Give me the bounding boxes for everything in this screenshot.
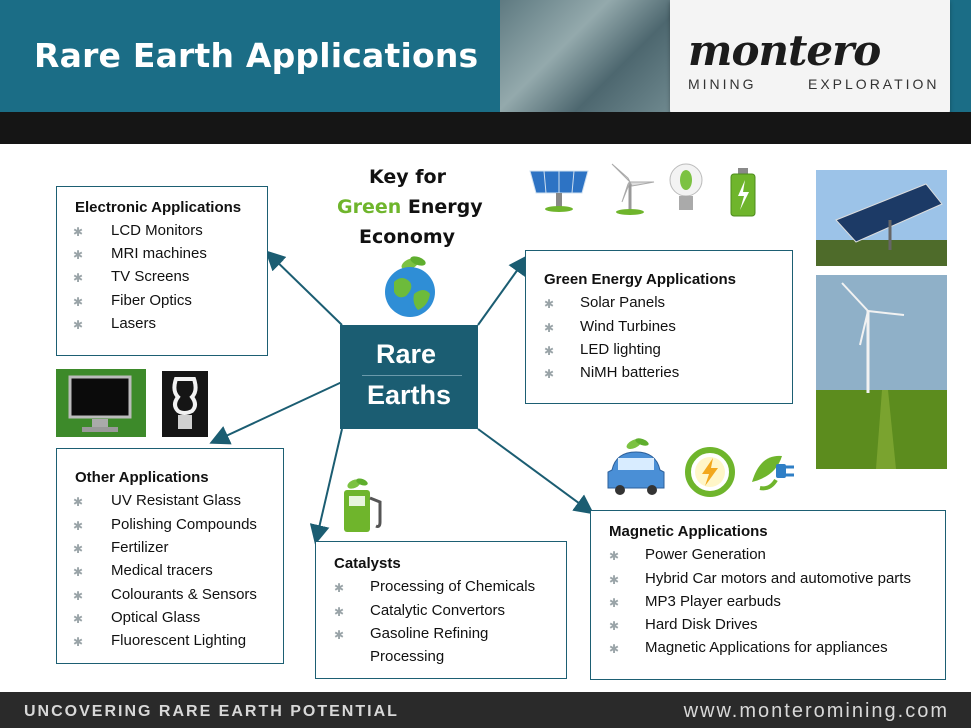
electronic-applications-box bbox=[56, 186, 268, 356]
bullet-icon: ✱ bbox=[334, 628, 345, 642]
bullet-icon: ✱ bbox=[73, 295, 84, 309]
bullet-icon: ✱ bbox=[544, 344, 555, 358]
eco-lightbulb-icon bbox=[666, 160, 706, 220]
hub-label-earths: Earths bbox=[367, 380, 452, 410]
bullet-icon: ✱ bbox=[609, 573, 620, 587]
other-item: Optical Glass bbox=[111, 609, 201, 626]
hub-label-rare: Rare bbox=[376, 339, 437, 369]
bullet-icon: ✱ bbox=[73, 225, 84, 239]
bullet-icon: ✱ bbox=[334, 605, 345, 619]
green-energy-item: NiMH batteries bbox=[580, 364, 680, 381]
solar-array-photo bbox=[816, 170, 947, 266]
key-title-line2 bbox=[337, 196, 483, 218]
bullet-icon: ✱ bbox=[73, 248, 84, 262]
bullet-icon: ✱ bbox=[334, 581, 345, 595]
catalysts-box bbox=[315, 541, 567, 679]
fluorescent-bulb-image bbox=[162, 371, 208, 437]
electronic-item: TV Screens bbox=[111, 268, 190, 285]
catalysts-title: Catalysts bbox=[334, 555, 401, 572]
solar-panel-icon bbox=[524, 165, 594, 215]
catalysts-item: Catalytic Convertors bbox=[370, 602, 506, 619]
bullet-icon: ✱ bbox=[609, 642, 620, 656]
bullet-icon: ✱ bbox=[73, 589, 84, 603]
bullet-icon: ✱ bbox=[73, 318, 84, 332]
catalysts-item-continued: Processing bbox=[370, 648, 445, 665]
globe-sprout-icon bbox=[380, 252, 440, 320]
arrow-to-green-energy bbox=[478, 258, 526, 325]
magnetic-item: Magnetic Applications for appliances bbox=[645, 639, 888, 656]
electronic-item: Fiber Optics bbox=[111, 292, 192, 309]
other-item: Polishing Compounds bbox=[111, 516, 257, 533]
eco-car-icon bbox=[604, 436, 668, 498]
logo-wordmark: montero bbox=[688, 26, 881, 75]
electronic-item: Lasers bbox=[111, 315, 157, 332]
bullet-icon: ✱ bbox=[544, 297, 555, 311]
logo-sub-exploration: EXPLORATION bbox=[808, 76, 940, 92]
bullet-icon: ✱ bbox=[73, 635, 84, 649]
bullet-icon: ✱ bbox=[73, 271, 84, 285]
key-title-line3: Economy bbox=[359, 226, 456, 248]
green-energy-item: LED lighting bbox=[580, 341, 661, 358]
green-energy-applications-box bbox=[525, 250, 793, 404]
wind-turbine-photo bbox=[816, 275, 947, 469]
lcd-monitor-image bbox=[56, 369, 146, 437]
other-item: Colourants & Sensors bbox=[111, 586, 257, 603]
electronic-item: LCD Monitors bbox=[111, 222, 203, 239]
green-energy-title: Green Energy Applications bbox=[544, 271, 736, 288]
magnetic-item: Power Generation bbox=[645, 546, 766, 563]
eco-fuel-pump-icon bbox=[338, 476, 388, 536]
bullet-icon: ✱ bbox=[73, 565, 84, 579]
magnetic-item: Hybrid Car motors and automotive parts bbox=[645, 570, 911, 587]
electronic-title: Electronic Applications bbox=[75, 199, 242, 216]
arrow-to-magnetic bbox=[478, 429, 591, 512]
bullet-icon: ✱ bbox=[609, 549, 620, 563]
other-applications-box bbox=[56, 448, 284, 664]
page-title: Rare Earth Applications bbox=[34, 36, 479, 75]
footer-bar bbox=[0, 692, 971, 728]
bullet-icon: ✱ bbox=[609, 619, 620, 633]
green-energy-item: Wind Turbines bbox=[580, 318, 676, 335]
other-item: UV Resistant Glass bbox=[111, 492, 242, 509]
bullet-icon: ✱ bbox=[73, 495, 84, 509]
footer-tagline: UNCOVERING RARE EARTH POTENTIAL bbox=[24, 703, 399, 720]
other-item: Medical tracers bbox=[111, 562, 213, 579]
footer-website: www.monteromining.com bbox=[683, 700, 949, 722]
key-green-word: Green bbox=[337, 196, 402, 218]
key-title-line1: Key for bbox=[369, 166, 446, 188]
bullet-icon: ✱ bbox=[73, 542, 84, 556]
magnetic-item: MP3 Player earbuds bbox=[645, 593, 781, 610]
other-item: Fertilizer bbox=[111, 539, 169, 556]
catalysts-item: Processing of Chemicals bbox=[370, 578, 536, 595]
hub-divider bbox=[362, 375, 462, 376]
renewable-energy-icon bbox=[684, 446, 736, 498]
battery-icon bbox=[728, 166, 758, 220]
eco-plug-icon bbox=[746, 446, 798, 498]
bullet-icon: ✱ bbox=[544, 321, 555, 335]
rare-earths-hub bbox=[340, 325, 478, 429]
arrow-to-electronic bbox=[268, 253, 342, 325]
other-item: Fluorescent Lighting bbox=[111, 632, 247, 649]
magnetic-title: Magnetic Applications bbox=[609, 523, 768, 540]
arrow-to-other bbox=[213, 382, 342, 442]
bullet-icon: ✱ bbox=[73, 519, 84, 533]
electronic-item: MRI machines bbox=[111, 245, 207, 262]
magnetic-item: Hard Disk Drives bbox=[645, 616, 758, 633]
bullet-icon: ✱ bbox=[609, 596, 620, 610]
green-energy-item: Solar Panels bbox=[580, 294, 666, 311]
bullet-icon: ✱ bbox=[73, 612, 84, 626]
magnetic-applications-box bbox=[590, 510, 946, 680]
logo-sub-mining: MINING bbox=[688, 76, 757, 92]
wind-turbine-icon bbox=[602, 158, 658, 216]
bullet-icon: ✱ bbox=[544, 367, 555, 381]
catalysts-item: Gasoline Refining bbox=[370, 625, 489, 642]
other-title: Other Applications bbox=[75, 469, 209, 486]
key-energy-word: Energy bbox=[401, 196, 483, 218]
